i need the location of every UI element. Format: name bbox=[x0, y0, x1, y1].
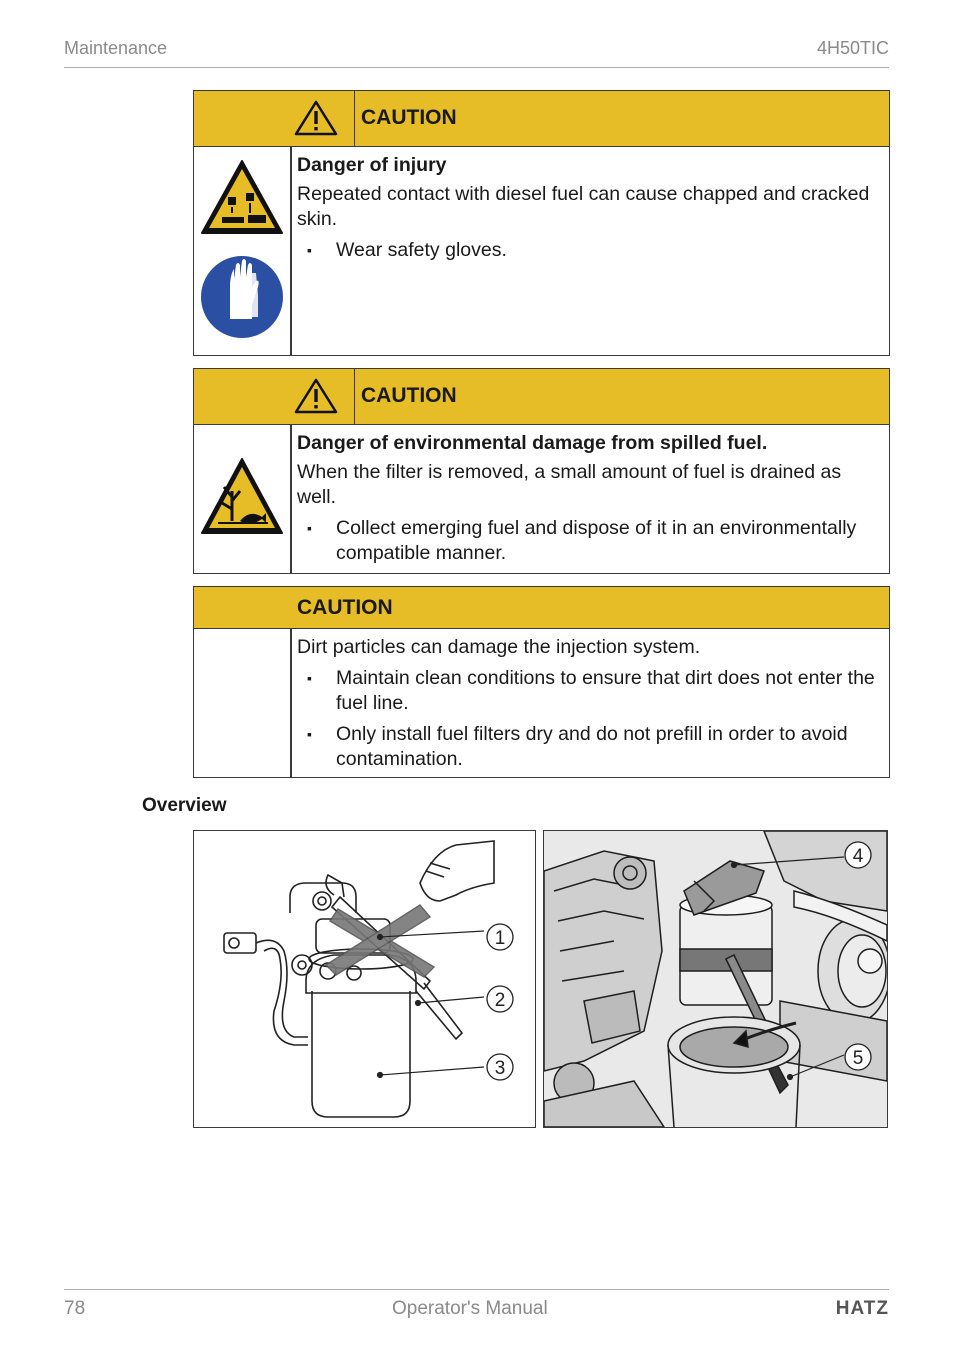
caution-heading: Danger of environmental damage from spilled fuel. bbox=[297, 432, 768, 454]
hazard-icon-column bbox=[194, 629, 292, 777]
caution-title: CAUTION bbox=[361, 384, 457, 407]
warning-triangle-icon bbox=[294, 100, 338, 136]
engine-filter-photo bbox=[543, 830, 888, 1128]
caution-header bbox=[194, 369, 889, 425]
caution-bullet: ▪ Wear safety gloves. bbox=[297, 238, 883, 263]
caution-title: CAUTION bbox=[297, 596, 393, 619]
header-separator bbox=[354, 369, 355, 424]
hazard-icon-column bbox=[194, 425, 292, 573]
fuel-filter-drawing bbox=[193, 830, 536, 1128]
header-divider bbox=[64, 67, 889, 68]
caution-title: CAUTION bbox=[361, 106, 457, 129]
caution-box-injury bbox=[193, 90, 890, 356]
callout-label-1: 1 bbox=[494, 928, 506, 949]
brand-logo: HATZ bbox=[835, 1298, 889, 1319]
caution-heading: Danger of injury bbox=[297, 154, 447, 176]
hazard-icon-column bbox=[194, 147, 292, 355]
caution-text: When the filter is removed, a small amount of fuel is drained as well. bbox=[297, 461, 842, 508]
caution-bullet: ▪ Collect emerging fuel and dispose of it in an environmentally compatible manner. bbox=[297, 516, 883, 566]
caution-bullet: ▪ Maintain clean conditions to ensure that dirt does not enter the fuel line. bbox=[297, 666, 883, 716]
callout-label-5: 5 bbox=[852, 1048, 864, 1069]
caution-bullet: ▪ Only install fuel filters dry and do not prefill in order to avoid contamination. bbox=[297, 722, 883, 772]
caution-header bbox=[194, 587, 889, 629]
caution-text: Repeated contact with diesel fuel can cause chapped and cracked skin. bbox=[297, 183, 870, 230]
header-separator bbox=[354, 91, 355, 146]
overview-heading: Overview bbox=[142, 795, 227, 816]
header-model: 4H50TIC bbox=[816, 38, 889, 58]
caution-box-environment bbox=[193, 368, 890, 574]
warning-triangle-icon bbox=[294, 378, 338, 414]
manual-title: Operator's Manual bbox=[392, 1298, 548, 1319]
callout-label-3: 3 bbox=[494, 1058, 506, 1079]
corrosive-hazard-icon bbox=[202, 161, 282, 233]
caution-bullet-list bbox=[297, 238, 883, 263]
footer-divider bbox=[64, 1289, 889, 1290]
callout-label-2: 2 bbox=[494, 990, 506, 1011]
header-section: Maintenance bbox=[64, 38, 168, 58]
caution-bullet-list bbox=[297, 516, 883, 566]
caution-bullet-list bbox=[297, 666, 883, 772]
page-number: 78 bbox=[64, 1298, 86, 1319]
environmental-hazard-icon bbox=[202, 459, 282, 533]
callout-label-4: 4 bbox=[852, 846, 864, 867]
caution-box-dirt bbox=[193, 586, 890, 778]
caution-header bbox=[194, 91, 889, 147]
wear-gloves-icon bbox=[200, 255, 284, 339]
caution-text: Dirt particles can damage the injection system. bbox=[297, 636, 701, 658]
